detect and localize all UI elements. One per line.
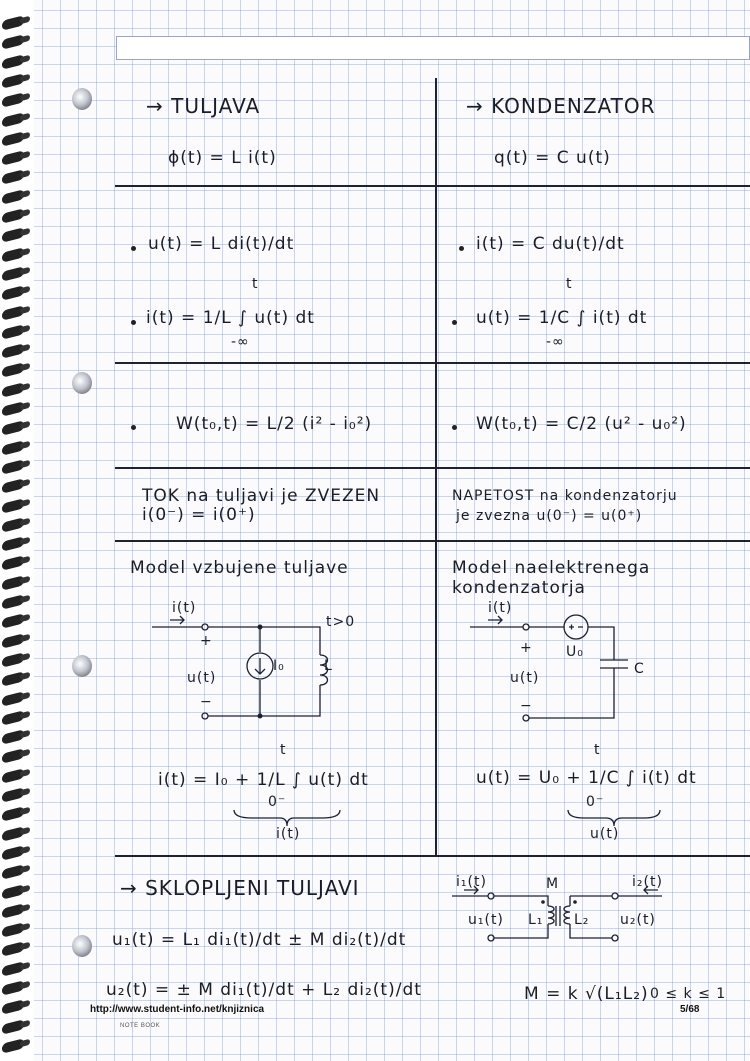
- coupling-coefficient-range: 0 ≤ k ≤ 1: [650, 986, 727, 1002]
- coupled-i1-label: i₁(t): [456, 874, 487, 890]
- capacitor-model-circuit: [468, 600, 638, 730]
- bullet: [452, 425, 457, 430]
- spiral-binding: [0, 0, 34, 1061]
- capacitor-energy-equation: W(t₀,t) = C/2 (u² - u₀²): [476, 414, 687, 434]
- spiral-coil: [2, 247, 24, 262]
- spiral-coil: [2, 324, 24, 339]
- integral-upper-limit: t: [566, 276, 573, 292]
- bullet: [131, 320, 136, 325]
- spiral-coil: [2, 614, 24, 629]
- underbrace-label: u(t): [590, 826, 620, 842]
- spiral-coil: [2, 845, 24, 860]
- underbrace-label: i(t): [276, 826, 301, 842]
- spiral-coil: [2, 54, 24, 69]
- coupled-equation-1: u₁(t) = L₁ di₁(t)/dt ± M di₂(t)/dt: [112, 930, 407, 950]
- spiral-coil: [2, 903, 24, 918]
- row-divider: [115, 855, 750, 857]
- capacitor-model-subtitle: kondenzatorja: [452, 578, 586, 598]
- coupled-equation-2: u₂(t) = ± M di₁(t)/dt + L₂ di₂(t)/dt: [106, 980, 422, 1000]
- inductor-model-title: Model vzbujene tuljave: [130, 558, 349, 578]
- spiral-coil: [2, 401, 24, 416]
- integral-lower-limit: 0⁻: [268, 794, 287, 810]
- inductor-model-circuit: [150, 600, 350, 730]
- spiral-coil: [2, 228, 24, 243]
- spiral-coil: [2, 787, 24, 802]
- spiral-coil: [2, 768, 24, 783]
- spiral-coil: [2, 363, 24, 378]
- coupled-l1-label: L₁: [528, 912, 544, 928]
- inductor-model-equation: i(t) = I₀ + 1/L ∫ u(t) dt: [158, 770, 369, 790]
- spiral-coil: [2, 517, 24, 532]
- spiral-coil: [2, 980, 24, 995]
- source-url: http://www.student-info.net/knjiznica: [90, 1004, 265, 1015]
- spiral-coil: [2, 594, 24, 609]
- capacitor-minus-label: −: [520, 698, 533, 714]
- integral-upper-limit: t: [252, 276, 259, 292]
- coupled-inductors-heading: → SKLOPLJENI TULJAVI: [120, 876, 360, 900]
- spiral-coil: [2, 749, 24, 764]
- page-number: 5/68: [680, 1004, 700, 1015]
- inductor-current-equation: i(t) = 1/L ∫ u(t) dt: [146, 308, 315, 328]
- spiral-coil: [2, 498, 24, 513]
- inductor-plus-label: +: [200, 633, 213, 649]
- inductor-energy-equation: W(t₀,t) = L/2 (i² - i₀²): [176, 414, 373, 434]
- integral-upper-limit: t: [280, 742, 287, 758]
- capacitor-model-equation: u(t) = U₀ + 1/C ∫ i(t) dt: [476, 768, 697, 788]
- punch-hole: [72, 655, 92, 677]
- capacitor-continuity-text: NAPETOST na kondenzatorju: [452, 488, 678, 504]
- capacitor-source-label: U₀: [566, 644, 584, 660]
- spiral-coil: [2, 671, 24, 686]
- spiral-coil: [2, 652, 24, 667]
- bullet: [452, 320, 457, 325]
- integral-lower-limit: -∞: [231, 334, 250, 350]
- inductor-minus-label: −: [200, 694, 213, 710]
- integral-lower-limit: 0⁻: [586, 794, 605, 810]
- page-header-strip: [116, 36, 750, 60]
- spiral-coil: [2, 1019, 24, 1034]
- spiral-coil: [2, 285, 24, 300]
- capacitor-plus-label: +: [520, 640, 533, 656]
- integral-upper-limit: t: [594, 742, 601, 758]
- underbrace: [566, 808, 662, 828]
- capacitor-current-equation: i(t) = C du(t)/dt: [476, 234, 625, 254]
- spiral-coil: [2, 305, 24, 320]
- spiral-coil: [2, 710, 24, 725]
- capacitor-symbol-label: C: [634, 661, 645, 677]
- coupled-u2-label: u₂(t): [620, 912, 656, 928]
- inductor-continuity-equation: i(0⁻) = i(0⁺): [142, 505, 256, 525]
- coupled-u1-label: u₁(t): [468, 912, 504, 928]
- spiral-coil: [2, 1038, 24, 1053]
- capacitor-model-title: Model naelektrenega: [452, 558, 651, 578]
- spiral-coil: [2, 729, 24, 744]
- notebook-brand: NOTE BOOK: [120, 1023, 161, 1029]
- bullet: [131, 246, 136, 251]
- row-divider: [115, 540, 750, 542]
- spiral-coil: [2, 922, 24, 937]
- spiral-coil: [2, 556, 24, 571]
- spiral-coil: [2, 131, 24, 146]
- spiral-coil: [2, 92, 24, 107]
- punch-hole: [72, 88, 92, 110]
- inductor-source-label: I₀: [273, 658, 285, 674]
- capacitor-heading: → KONDENZATOR: [466, 94, 656, 118]
- spiral-coil: [2, 864, 24, 879]
- row-divider: [115, 467, 750, 469]
- spiral-coil: [2, 942, 24, 957]
- spiral-coil: [2, 150, 24, 165]
- punch-hole: [72, 372, 92, 394]
- spiral-coil: [2, 807, 24, 822]
- punch-hole: [72, 935, 92, 957]
- integral-lower-limit: -∞: [546, 334, 565, 350]
- inductor-voltage-label: u(t): [187, 670, 217, 686]
- mutual-inductance-equation: M = k √(L₁L₂): [524, 984, 649, 1004]
- bullet: [459, 246, 464, 251]
- inductor-current-label: i(t): [172, 600, 197, 616]
- spiral-coil: [2, 189, 24, 204]
- capacitor-continuity-equation: je zvezna u(0⁻) = u(0⁺): [456, 508, 643, 524]
- spiral-coil: [2, 691, 24, 706]
- inductor-voltage-equation: u(t) = L di(t)/dt: [148, 234, 295, 254]
- spiral-coil: [2, 440, 24, 455]
- spiral-coil: [2, 1000, 24, 1015]
- spiral-coil: [2, 884, 24, 899]
- bullet: [131, 425, 136, 430]
- capacitor-current-label: i(t): [488, 600, 513, 616]
- inductor-continuity-text: TOK na tuljavi je ZVEZEN: [142, 486, 381, 506]
- spiral-coil: [2, 343, 24, 358]
- inductor-flux-equation: ϕ(t) = L i(t): [168, 148, 277, 168]
- inductor-symbol-label: L: [324, 658, 333, 674]
- coupled-m-label: M: [546, 876, 560, 892]
- capacitor-charge-equation: q(t) = C u(t): [494, 148, 611, 168]
- spiral-coil: [2, 459, 24, 474]
- spiral-coil: [2, 266, 24, 281]
- coupled-l2-label: L₂: [574, 912, 590, 928]
- coupled-i2-label: i₂(t): [632, 874, 663, 890]
- spiral-coil: [2, 382, 24, 397]
- underbrace: [232, 808, 342, 828]
- spiral-coil: [2, 112, 24, 127]
- spiral-coil: [2, 633, 24, 648]
- spiral-coil: [2, 73, 24, 88]
- spiral-coil: [2, 208, 24, 223]
- inductor-heading: → TULJAVA: [146, 94, 261, 118]
- row-divider: [115, 185, 750, 187]
- spiral-coil: [2, 826, 24, 841]
- capacitor-voltage-equation: u(t) = 1/C ∫ i(t) dt: [476, 308, 648, 328]
- row-divider: [115, 362, 750, 364]
- spiral-coil: [2, 35, 24, 50]
- spiral-coil: [2, 575, 24, 590]
- inductor-time-label: t>0: [326, 614, 356, 630]
- spiral-coil: [2, 478, 24, 493]
- capacitor-voltage-label: u(t): [510, 670, 540, 686]
- spiral-coil: [2, 170, 24, 185]
- spiral-coil: [2, 15, 24, 30]
- spiral-coil: [2, 536, 24, 551]
- spiral-coil: [2, 961, 24, 976]
- spiral-coil: [2, 421, 24, 436]
